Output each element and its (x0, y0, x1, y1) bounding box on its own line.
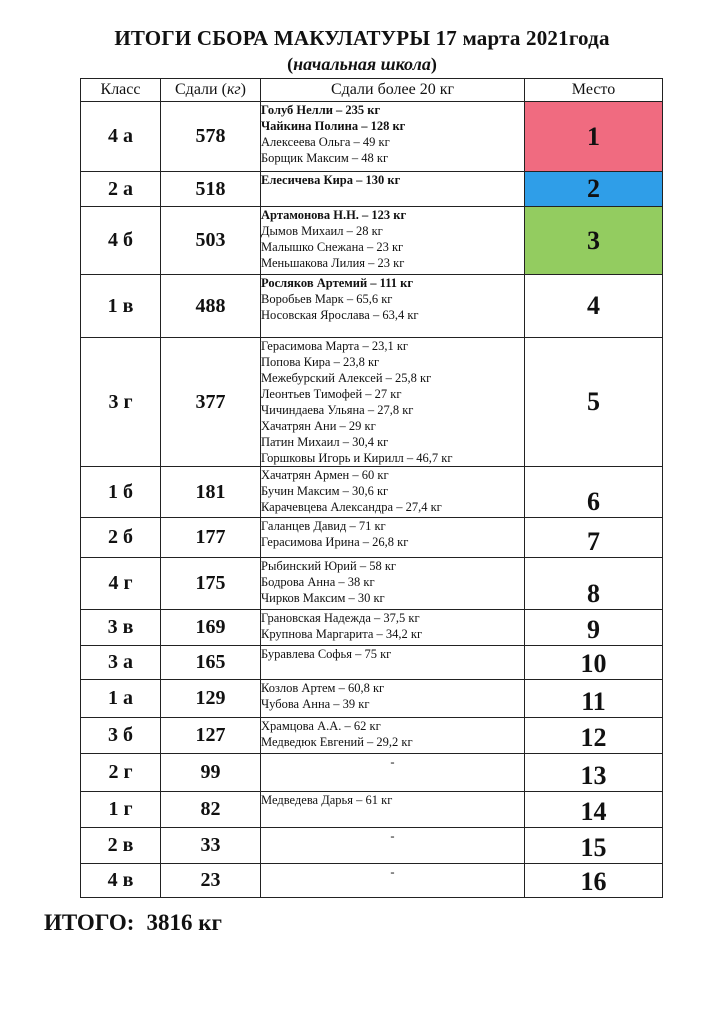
class-cell: 2 б (81, 518, 161, 558)
table-row (81, 338, 663, 467)
contributors-cell (261, 718, 525, 754)
kg-cell: 578 (161, 102, 261, 172)
header-over20: Сдали более 20 кг (261, 79, 525, 102)
total-value: 3816 кг (146, 910, 222, 935)
contributor-line: Малышко Снежана – 23 кг (261, 240, 404, 254)
contributors-cell (261, 207, 525, 275)
results-table (80, 78, 663, 898)
contributor-line: Герасимова Ирина – 26,8 кг (261, 535, 409, 549)
place-cell: 10 (525, 646, 663, 680)
table-body (81, 102, 663, 898)
class-cell: 1 б (81, 467, 161, 518)
contributors-cell (261, 864, 525, 898)
place-cell: 3 (525, 207, 663, 275)
table-row (81, 558, 663, 610)
kg-cell: 177 (161, 518, 261, 558)
kg-cell: 488 (161, 275, 261, 338)
header-class: Класс (81, 79, 161, 102)
contributors-cell (261, 275, 525, 338)
contributors-cell (261, 680, 525, 718)
contributor-line: Чубова Анна – 39 кг (261, 697, 370, 711)
class-cell: 3 а (81, 646, 161, 680)
table-row (81, 646, 663, 680)
contributors-cell (261, 828, 525, 864)
place-cell: 12 (525, 718, 663, 754)
page-title: ИТОГИ СБОРА МАКУЛАТУРЫ 17 марта 2021года (114, 26, 610, 50)
contributors-cell (261, 646, 525, 680)
kg-cell: 175 (161, 558, 261, 610)
class-cell: 2 в (81, 828, 161, 864)
place-cell: 7 (525, 518, 663, 558)
table-row (81, 467, 663, 518)
place-cell: 9 (525, 610, 663, 646)
table-row (81, 275, 663, 338)
table-row (81, 207, 663, 275)
contributor-line: Галанцев Давид – 71 кг (261, 519, 386, 533)
place-cell: 2 (525, 172, 663, 207)
place-cell: 16 (525, 864, 663, 898)
table-row (81, 718, 663, 754)
place-cell: 1 (525, 102, 663, 172)
table-row (81, 864, 663, 898)
contributor-line: Хачатрян Армен – 60 кг (261, 468, 389, 482)
contributor-line: Чайкина Полина – 128 кг (261, 119, 406, 133)
kg-cell: 127 (161, 718, 261, 754)
place-cell: 13 (525, 754, 663, 792)
place-cell: 8 (525, 558, 663, 610)
contributor-line: Хачатрян Ани – 29 кг (261, 419, 376, 433)
kg-cell: 165 (161, 646, 261, 680)
contributor-line: Храмцова А.А. – 62 кг (261, 719, 381, 733)
kg-cell: 181 (161, 467, 261, 518)
kg-cell: 23 (161, 864, 261, 898)
contributor-line: Чирков Максим – 30 кг (261, 591, 385, 605)
header-given-prefix: Сдали ( (175, 81, 227, 98)
header-given-suffix: ) (240, 81, 246, 98)
contributor-line: Медведюк Евгений – 29,2 кг (261, 735, 413, 749)
page-subtitle (0, 54, 724, 75)
contributor-line: Козлов Артем – 60,8 кг (261, 681, 385, 695)
class-cell: 4 б (81, 207, 161, 275)
place-cell: 14 (525, 792, 663, 828)
contributors-cell (261, 792, 525, 828)
class-cell: 1 а (81, 680, 161, 718)
contributor-line: Межебурский Алексей – 25,8 кг (261, 371, 432, 385)
kg-cell: 169 (161, 610, 261, 646)
contributor-line: Борщик Максим – 48 кг (261, 151, 389, 165)
class-cell: 3 г (81, 338, 161, 467)
header-place: Место (525, 79, 663, 102)
contributors-cell (261, 610, 525, 646)
class-cell: 1 в (81, 275, 161, 338)
no-contributors-dash: - (390, 865, 395, 879)
contributor-line: Чичиндаева Ульяна – 27,8 кг (261, 403, 414, 417)
contributor-line: Рыбинский Юрий – 58 кг (261, 559, 397, 573)
contributor-line: Леонтьев Тимофей – 27 кг (261, 387, 402, 401)
class-cell: 4 г (81, 558, 161, 610)
class-cell: 1 г (81, 792, 161, 828)
kg-cell: 129 (161, 680, 261, 718)
contributor-line: Грановская Надежда – 37,5 кг (261, 611, 420, 625)
contributors-cell (261, 467, 525, 518)
contributor-line: Медведева Дарья – 61 кг (261, 793, 393, 807)
class-cell: 2 г (81, 754, 161, 792)
contributors-cell (261, 754, 525, 792)
contributor-line: Меньшакова Лилия – 23 кг (261, 256, 405, 270)
table-row (81, 610, 663, 646)
contributor-line: Бодрова Анна – 38 кг (261, 575, 375, 589)
table-header-row (81, 79, 663, 102)
no-contributors-dash: - (390, 755, 395, 769)
contributors-cell (261, 172, 525, 207)
table-row (81, 828, 663, 864)
table-row (81, 172, 663, 207)
total-label: ИТОГО: (44, 910, 135, 935)
kg-cell: 82 (161, 792, 261, 828)
class-cell: 3 в (81, 610, 161, 646)
contributor-line: Елесичева Кира – 130 кг (261, 173, 401, 187)
contributor-line: Алексеева Ольга – 49 кг (261, 135, 390, 149)
no-contributors-dash: - (390, 829, 395, 843)
total-line (44, 910, 222, 936)
table-row (81, 102, 663, 172)
contributor-line: Артамонова Н.Н. – 123 кг (261, 208, 407, 222)
table-row (81, 680, 663, 718)
class-cell: 3 б (81, 718, 161, 754)
subtitle-text: начальная школа (293, 54, 431, 74)
contributor-line: Патин Михаил – 30,4 кг (261, 435, 389, 449)
contributor-line: Бучин Максим – 30,6 кг (261, 484, 389, 498)
class-cell: 4 а (81, 102, 161, 172)
table-row (81, 518, 663, 558)
contributor-line: Росляков Артемий – 111 кг (261, 276, 414, 290)
contributor-line: Носовская Ярослава – 63,4 кг (261, 308, 419, 322)
table-row (81, 792, 663, 828)
place-cell: 15 (525, 828, 663, 864)
place-cell: 6 (525, 467, 663, 518)
kg-cell: 33 (161, 828, 261, 864)
class-cell: 2 а (81, 172, 161, 207)
contributor-line: Воробьев Марк – 65,6 кг (261, 292, 393, 306)
kg-cell: 377 (161, 338, 261, 467)
table-row (81, 754, 663, 792)
class-cell: 4 в (81, 864, 161, 898)
subtitle-open-paren: ( (287, 54, 294, 74)
contributors-cell (261, 518, 525, 558)
place-cell: 4 (525, 275, 663, 338)
header-given (161, 79, 261, 102)
kg-cell: 99 (161, 754, 261, 792)
place-cell: 11 (525, 680, 663, 718)
contributors-cell (261, 102, 525, 172)
kg-cell: 518 (161, 172, 261, 207)
contributor-line: Дымов Михаил – 28 кг (261, 224, 383, 238)
contributor-line: Герасимова Марта – 23,1 кг (261, 339, 409, 353)
place-cell: 5 (525, 338, 663, 467)
subtitle-close-paren: ) (430, 54, 437, 74)
contributor-line: Буравлева Софья – 75 кг (261, 647, 392, 661)
contributors-cell (261, 338, 525, 467)
header-given-unit: кг (226, 81, 241, 98)
contributor-line: Карачевцева Александра – 27,4 кг (261, 500, 442, 514)
contributor-line: Крупнова Маргарита – 34,2 кг (261, 627, 423, 641)
contributor-line: Горшковы Игорь и Кирилл – 46,7 кг (261, 451, 453, 465)
kg-cell: 503 (161, 207, 261, 275)
contributors-cell (261, 558, 525, 610)
contributor-line: Попова Кира – 23,8 кг (261, 355, 380, 369)
contributor-line: Голуб Нелли – 235 кг (261, 103, 381, 117)
